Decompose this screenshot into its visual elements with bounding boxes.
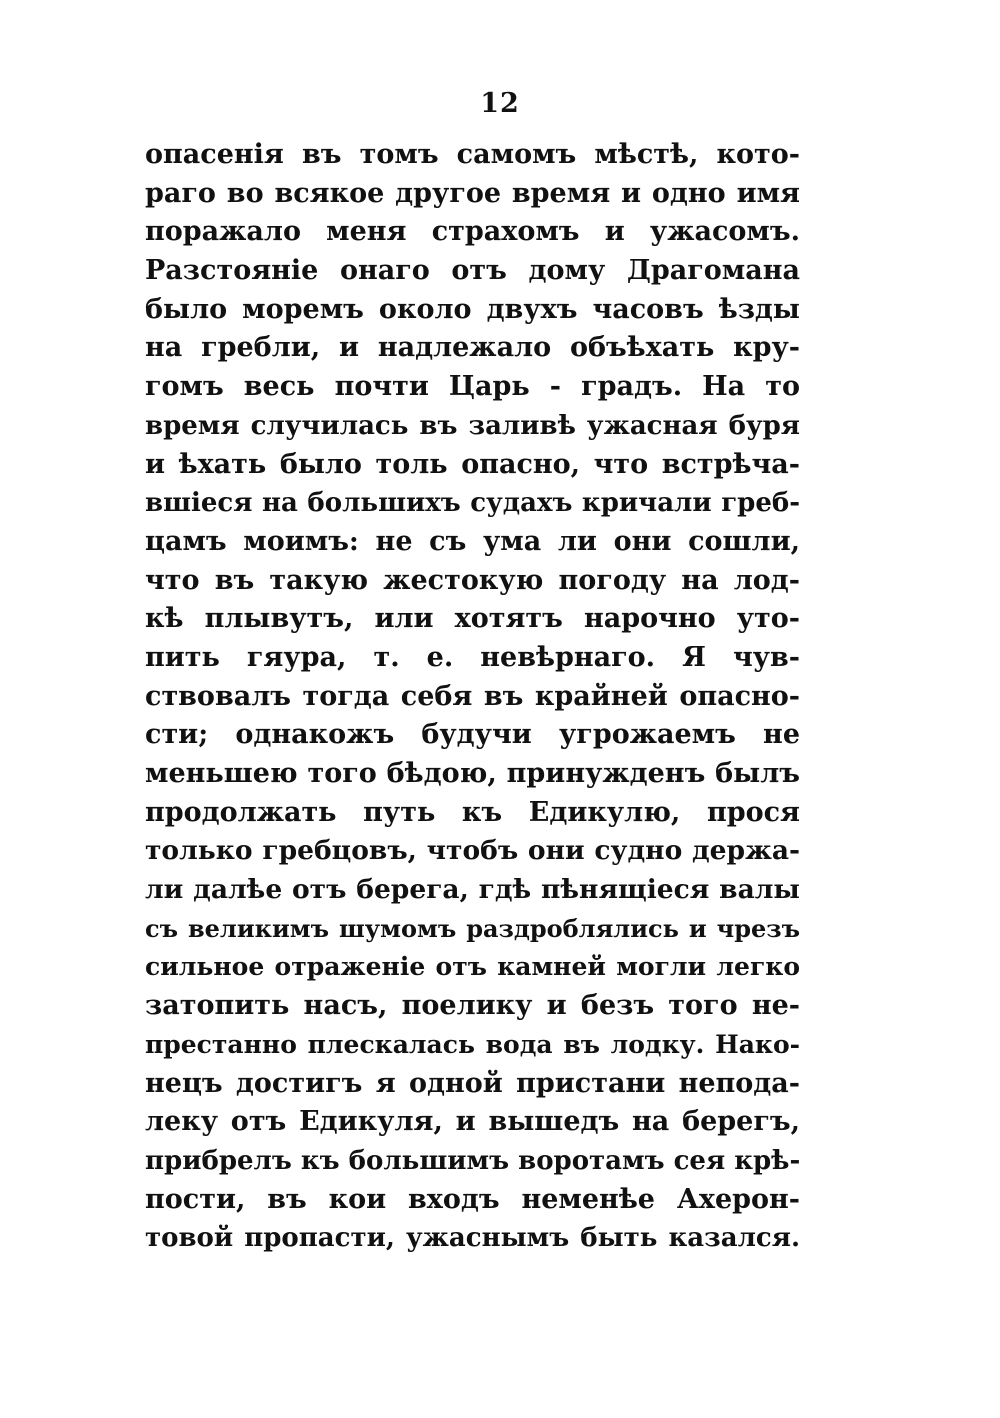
text-line: пости, въ кои входъ неменѣе Ахерон- bbox=[145, 1183, 800, 1215]
text-line: затопить насъ, поелику и безъ того не- bbox=[145, 990, 800, 1022]
text-line: леку отъ Едикуля, и вышедъ на берегъ, bbox=[145, 1106, 800, 1138]
text-line: вшіеся на большихъ судахъ кричали греб- bbox=[145, 488, 800, 519]
text-line: продолжать путь къ Едикулю, прося bbox=[145, 796, 800, 828]
text-line: ствовалъ тогда себя въ крайней опасно- bbox=[145, 680, 800, 712]
text-line: раго во всякое другое время и одно имя bbox=[145, 177, 800, 209]
page-number: 12 bbox=[480, 88, 520, 119]
text-line: съ великимъ шумомъ раздроблялись и чрезъ bbox=[145, 913, 800, 943]
text-line: сильное отраженіе отъ камней могли легко bbox=[145, 952, 800, 982]
text-line: кѣ плывутъ, или хотятъ нарочно уто- bbox=[145, 603, 800, 635]
text-line: поражало меня страхомъ и ужасомъ. bbox=[145, 216, 800, 248]
text-line: пить гяура, т. е. невѣрнаго. Я чув- bbox=[145, 641, 800, 673]
text-line: Разстояніе онаго отъ дому Драгомана bbox=[145, 255, 800, 287]
text-line: прибрелъ къ большимъ воротамъ сея крѣ- bbox=[145, 1145, 800, 1176]
body-text bbox=[145, 136, 800, 1258]
text-line: нецъ достигъ я одной пристани непода- bbox=[145, 1067, 800, 1099]
text-line: цамъ моимъ: не съ ума ли они сошли, bbox=[145, 525, 800, 557]
text-line: товой пропасти, ужаснымъ быть казался. bbox=[145, 1223, 800, 1254]
text-line: гомъ весь почти Царь - градъ. На то bbox=[145, 371, 800, 403]
text-line: меньшею того бѣдою, принужденъ былъ bbox=[145, 758, 800, 789]
text-line: сти; однакожъ будучи угрожаемъ не bbox=[145, 719, 800, 751]
text-line: престанно плескалась вода въ лодку. Нако- bbox=[145, 1029, 800, 1059]
text-line: ли далѣе отъ берега, гдѣ пѣнящіеся валы bbox=[145, 874, 800, 906]
text-line: на гребли, и надлежало объѣхать кру- bbox=[145, 332, 800, 364]
text-line: и ѣхать было толь опасно, что встрѣча- bbox=[145, 448, 800, 480]
text-line: только гребцовъ, чтобъ они судно держа- bbox=[145, 835, 800, 867]
text-line: время случилась въ заливѣ ужасная буря bbox=[145, 410, 800, 441]
text-line: опасенія въ томъ самомъ мѣстѣ, кото- bbox=[145, 139, 800, 170]
text-line: что въ такую жестокую погоду на лод- bbox=[145, 564, 800, 596]
text-line: было моремъ около двухъ часовъ ѣзды bbox=[145, 293, 800, 325]
